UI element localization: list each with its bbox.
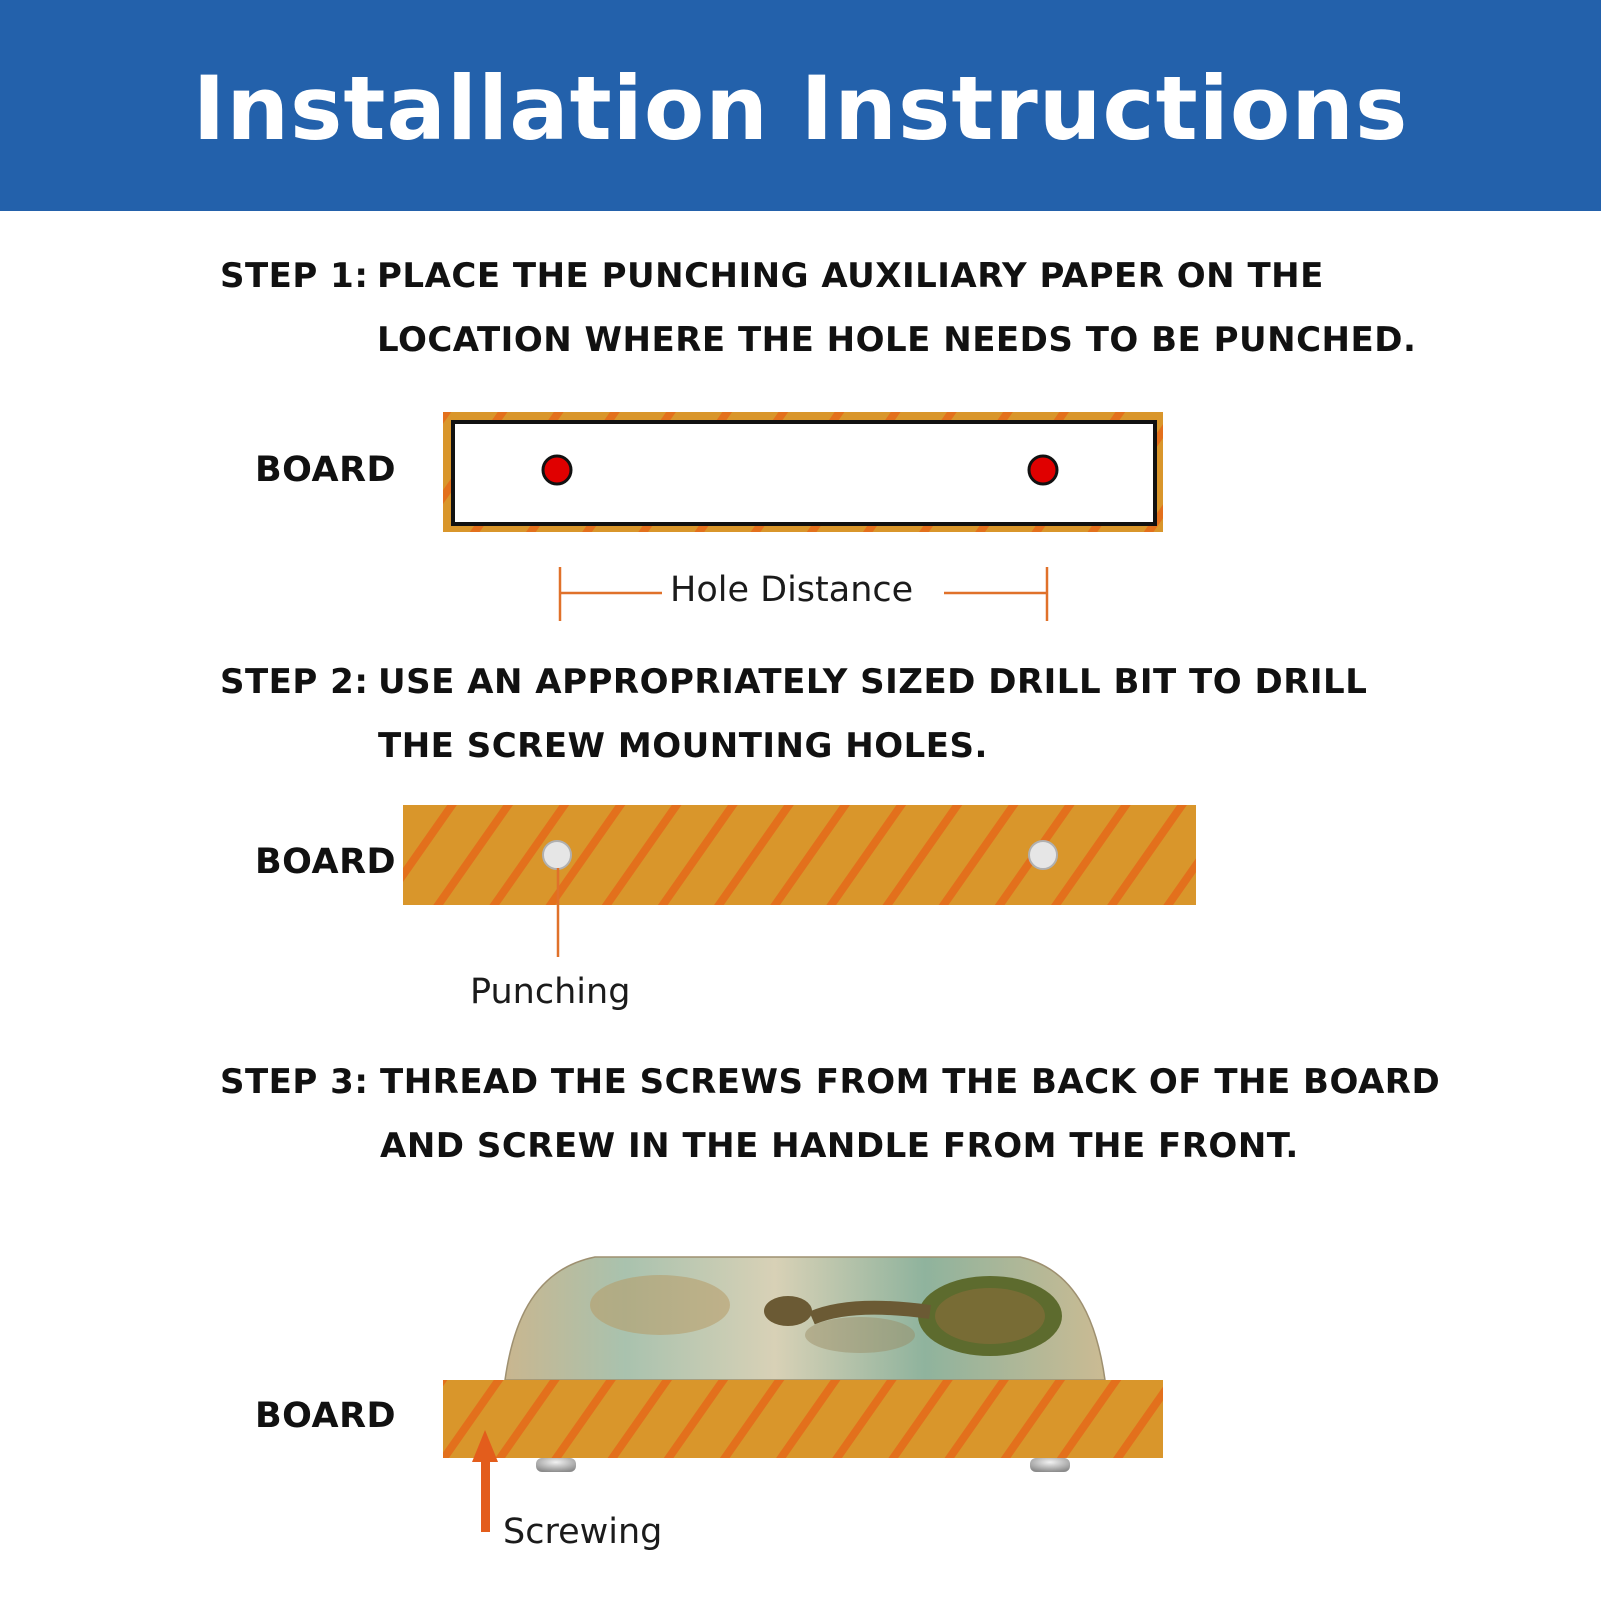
step-1-label: STEP 1: xyxy=(220,256,369,296)
board-label-step-2: BOARD xyxy=(255,842,397,882)
step-3-line-2: AND SCREW IN THE HANDLE FROM THE FRONT. xyxy=(380,1126,1299,1166)
step-2-line-2: THE SCREW MOUNTING HOLES. xyxy=(378,726,988,766)
step-3-label: STEP 3: xyxy=(220,1062,369,1102)
step-2-board-body xyxy=(403,805,1196,905)
punching-label: Punching xyxy=(470,972,631,1012)
turtle-shell-pattern xyxy=(935,1288,1045,1344)
hole-distance-label: Hole Distance xyxy=(670,570,914,610)
step-2-board xyxy=(403,805,1196,957)
screwing-arrow-shaft xyxy=(481,1460,490,1532)
hole-mark-left-icon xyxy=(543,456,571,484)
page-title: Installation Instructions xyxy=(192,57,1409,160)
screwing-label: Screwing xyxy=(503,1512,663,1552)
step-1-line-1: PLACE THE PUNCHING AUXILIARY PAPER ON THE xyxy=(377,256,1324,296)
hole-distance-dimension xyxy=(560,567,1047,621)
screw-head-right-icon xyxy=(1030,1458,1070,1472)
step-3-assembly xyxy=(443,1257,1163,1532)
map-continent-shape xyxy=(590,1275,730,1335)
drilled-hole-right-icon xyxy=(1029,841,1057,869)
step-2-line-1: USE AN APPROPRIATELY SIZED DRILL BIT TO DRILL xyxy=(378,662,1368,702)
step-1-board xyxy=(443,412,1163,532)
board-label-step-1: BOARD xyxy=(255,450,397,490)
drilled-hole-left-icon xyxy=(543,841,571,869)
step-3-line-1: THREAD THE SCREWS FROM THE BACK OF THE BOARD xyxy=(380,1062,1441,1102)
hole-mark-right-icon xyxy=(1029,456,1057,484)
step-3-board-body xyxy=(443,1380,1163,1458)
map-continent-shape xyxy=(805,1317,915,1353)
step-2-label: STEP 2: xyxy=(220,662,369,702)
step-1-line-2: LOCATION WHERE THE HOLE NEEDS TO BE PUNCHED. xyxy=(377,320,1417,360)
screw-head-left-icon xyxy=(536,1458,576,1472)
turtle-head-icon xyxy=(764,1296,812,1326)
board-label-step-3: BOARD xyxy=(255,1396,397,1436)
